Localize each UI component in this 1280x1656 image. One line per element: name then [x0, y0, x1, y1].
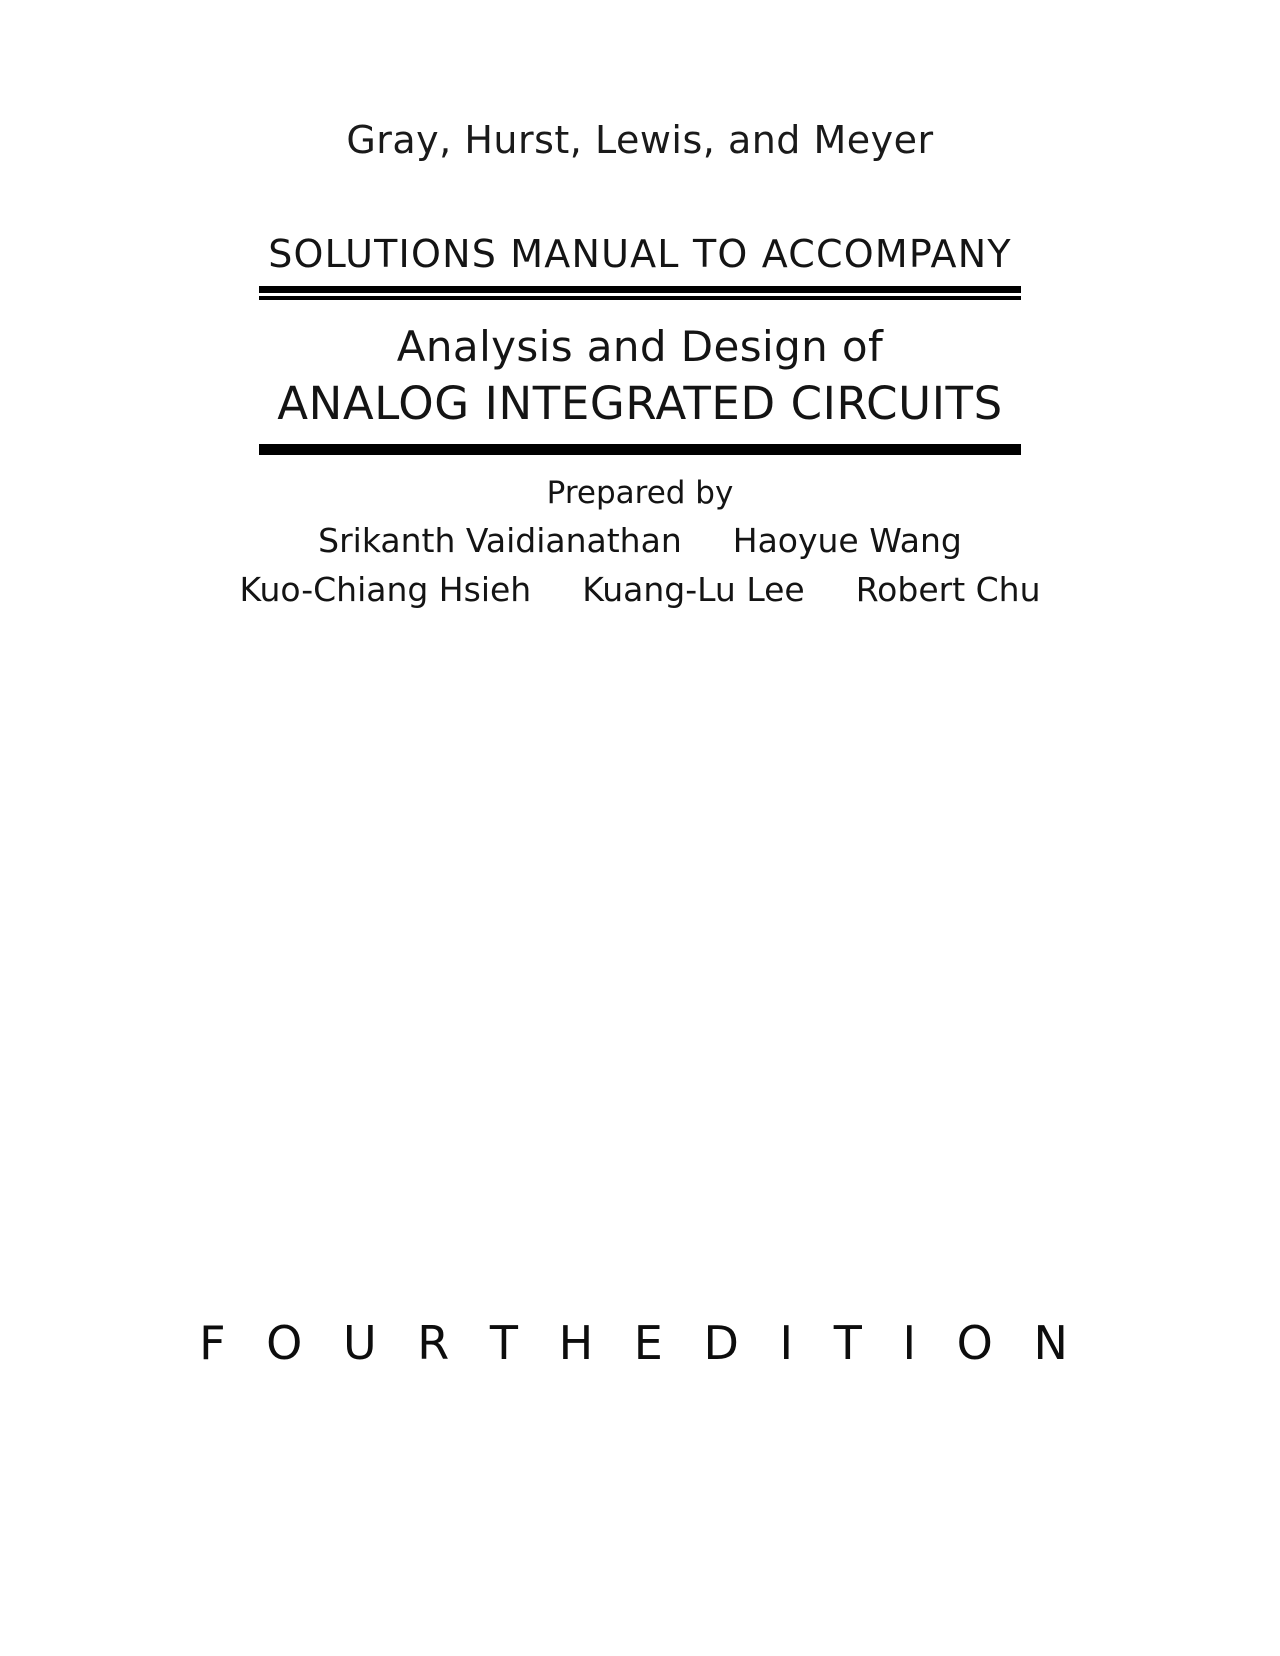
preparer-name: Kuang-Lu Lee [582, 570, 805, 609]
preparers-row-1 [0, 521, 1280, 560]
edition-label: F O U R T H E D I T I O N [199, 1316, 1081, 1370]
title-rule-bottom-thick [259, 448, 1021, 455]
preparer-name: Srikanth Vaidianathan [318, 521, 682, 560]
prepared-by-label: Prepared by [546, 475, 734, 511]
title-rule-top-thin [259, 296, 1021, 300]
title-rule-bottom-group [0, 444, 1280, 455]
book-title-line-1: Analysis and Design of [396, 322, 884, 371]
book-title-line-2: ANALOG INTEGRATED CIRCUITS [277, 377, 1003, 430]
title-block [0, 232, 1280, 609]
solutions-manual-subtitle: SOLUTIONS MANUAL TO ACCOMPANY [268, 232, 1012, 276]
preparer-name: Robert Chu [855, 570, 1041, 609]
book-authors-line: Gray, Hurst, Lewis, and Meyer [346, 118, 934, 162]
preparers-row-2 [0, 570, 1280, 609]
title-rule-top-thick [259, 286, 1021, 293]
preparer-name: Kuo-Chiang Hsieh [239, 570, 532, 609]
preparer-name: Haoyue Wang [732, 521, 962, 560]
